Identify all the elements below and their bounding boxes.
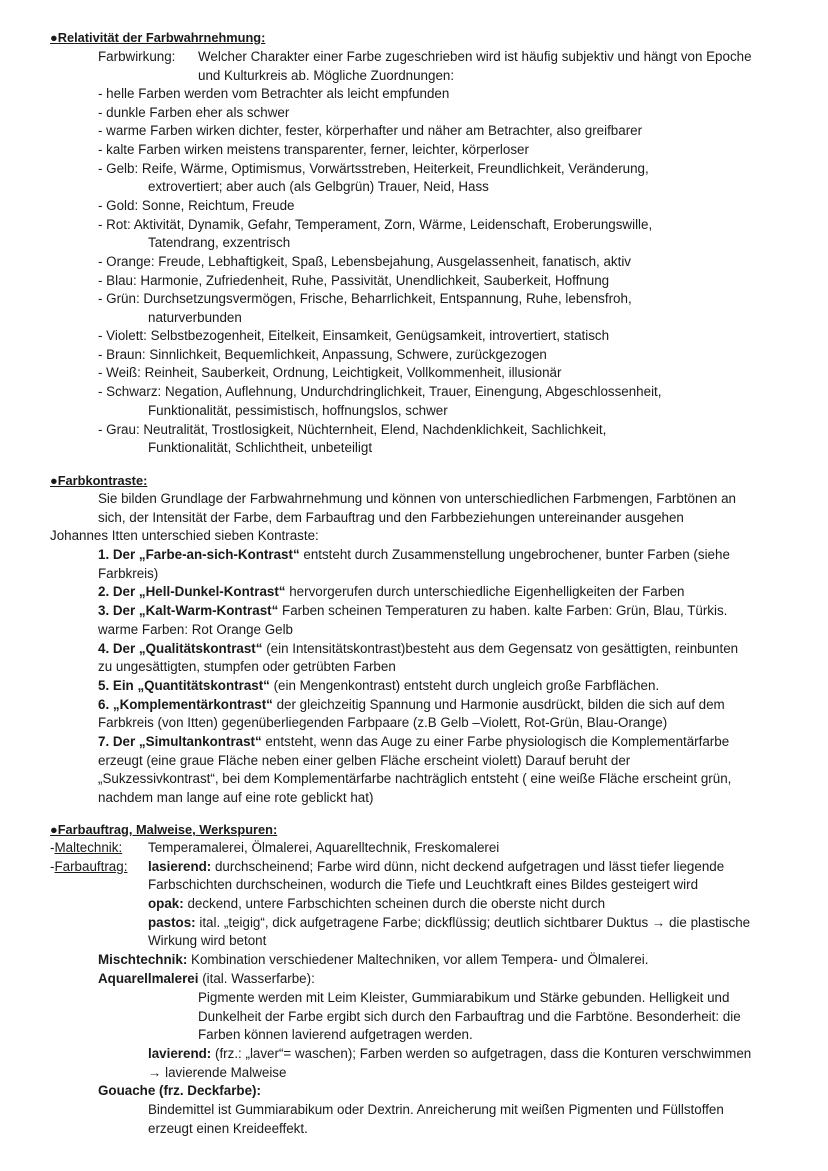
farbwirkung-text-cont: und Kulturkreis ab. Mögliche Zuordnungen: xyxy=(198,68,455,83)
mischtechnik-line: Mischtechnik: Kombination verschiedener Maltechniken, vor allem Tempera- und Ölmalerei. xyxy=(98,952,649,967)
section-heading-relativitaet: ●Relativität der Farbwahrnehmung: xyxy=(50,30,266,45)
list-item: - Schwarz: Negation, Auflehnung, Undurchdringlichkeit, Trauer, Einengung, Abgeschlossenheit, xyxy=(98,384,662,399)
aquarell-text: Pigmente werden mit Leim Kleister, Gummiarabikum und Stärke gebunden. Helligkeit und xyxy=(198,990,730,1005)
lasierend-line: lasierend: durchscheinend; Farbe wird dünn, nicht deckend aufgetragen und lässt tiefer liegende xyxy=(148,859,725,874)
list-item-cont: Funktionalität, Schlichtheit, unbeteiligt xyxy=(148,440,373,455)
kontrast-item: 4. Der „Qualitätskontrast“ (ein Intensitätskontrast)besteht aus dem Gegensatz von gesättigten, reinbunten xyxy=(98,641,739,656)
gouache-text: erzeugt einen Kreideeffekt. xyxy=(148,1121,308,1136)
gouache-text: Bindemittel ist Gummiarabikum oder Dextrin. Anreicherung mit weißen Pigmenten und Füllstoffen xyxy=(148,1102,724,1117)
kontraste-intro: Sie bilden Grundlage der Farbwahrnehmung und können von unterschiedlichen Farbmengen, Farbtönen an xyxy=(98,491,736,506)
farbwirkung-label: Farbwirkung: xyxy=(98,49,176,64)
kontrast-item: 7. Der „Simultankontrast“ entsteht, wenn das Auge zu einer Farbe physiologisch die Komplementärfarbe xyxy=(98,734,730,749)
list-item: - Gold: Sonne, Reichtum, Freude xyxy=(98,198,295,213)
list-item-cont: naturverbunden xyxy=(148,310,242,325)
list-item: - Braun: Sinnlichkeit, Bequemlichkeit, Anpassung, Schwere, zurückgezogen xyxy=(98,347,547,362)
kontrast-item: 1. Der „Farbe-an-sich-Kontrast“ entsteht durch Zusammenstellung ungebrochener, bunter Farben (siehe xyxy=(98,547,730,562)
farbauftrag-label: -Farbauftrag: xyxy=(50,859,128,874)
lavierend-cont: → lavierende Malweise xyxy=(148,1065,287,1080)
list-item: - Violett: Selbstbezogenheit, Eitelkeit, Einsamkeit, Genügsamkeit, introvertiert, statisch xyxy=(98,328,610,343)
kontrast-item: 5. Ein „Quantitätskontrast“ (ein Mengenkontrast) entsteht durch ungleich große Farbflächen. xyxy=(98,678,660,693)
maltechnik-text: Temperamalerei, Ölmalerei, Aquarelltechnik, Freskomalerei xyxy=(148,840,500,855)
list-item: - Blau: Harmonie, Zufriedenheit, Ruhe, Passivität, Unendlichkeit, Sauberkeit, Hoffnung xyxy=(98,273,610,288)
kontrast-item-cont: Farbkreis) xyxy=(98,566,159,581)
kontrast-item-cont: erzeugt (eine graue Fläche neben einer gelben Fläche erscheint violett) Darauf beruht der xyxy=(98,753,631,768)
list-item: - Grau: Neutralität, Trostlosigkeit, Nüchternheit, Elend, Nachdenklichkeit, Sachlichkeit, xyxy=(98,422,607,437)
list-item: - Rot: Aktivität, Dynamik, Gefahr, Temperament, Zorn, Wärme, Leidenschaft, Eroberungswille, xyxy=(98,217,653,232)
section-heading-farbkontraste: ●Farbkontraste: xyxy=(50,473,148,488)
kontrast-item: 2. Der „Hell-Dunkel-Kontrast“ hervorgerufen durch unterschiedliche Eigenhelligkeiten der Farben xyxy=(98,584,685,599)
kontrast-item-cont: zu ungesättigten, stumpfen oder getrübten Farben xyxy=(98,659,396,674)
aquarell-text: Farben können lavierend aufgetragen werden. xyxy=(198,1027,473,1042)
list-item-cont: extrovertiert; aber auch (als Gelbgrün) Trauer, Neid, Hass xyxy=(148,179,489,194)
list-item: - Grün: Durchsetzungsvermögen, Frische, Beharrlichkeit, Entspannung, Ruhe, lebensfroh, xyxy=(98,291,632,306)
farbwirkung-text: Welcher Charakter einer Farbe zugeschrieben wird ist häufig subjektiv und hängt von Epoche xyxy=(198,49,752,64)
lavierend-line: lavierend: (frz.: „laver“= waschen); Farben werden so aufgetragen, dass die Konturen verschwimmen xyxy=(148,1046,752,1061)
kontrast-item-cont: „Sukzessivkontrast“, bei dem Komplementärfarbe nachträglich entsteht ( eine weiße Fläche erscheint grün, xyxy=(98,771,732,786)
list-item: - kalte Farben wirken meistens transparenter, ferner, leichter, körperloser xyxy=(98,142,529,157)
pastos-cont: Wirkung wird betont xyxy=(148,933,267,948)
kontrast-item-cont: Farbkreis (von Itten) gegenüberliegenden Farbpaare (z.B Gelb –Violett, Rot-Grün, Blau-Orange) xyxy=(98,715,668,730)
pastos-line: pastos: ital. „teigig“, dick aufgetragene Farbe; dickflüssig; deutlich sichtbarer Duktus → die plastische xyxy=(148,915,751,930)
opak-line: opak: deckend, untere Farbschichten scheinen durch die oberste nicht durch xyxy=(148,896,606,911)
kontraste-intro-itten: Johannes Itten unterschied sieben Kontraste: xyxy=(50,528,319,543)
list-item: - warme Farben wirken dichter, fester, körperhafter und näher am Betrachter, also greifbarer xyxy=(98,123,643,138)
list-item: - helle Farben werden vom Betrachter als leicht empfunden xyxy=(98,86,450,101)
kontrast-item-cont: nachdem man lange auf eine rote geblickt hat) xyxy=(98,790,374,805)
aquarell-line: Aquarellmalerei (ital. Wasserfarbe): xyxy=(98,971,315,986)
list-item: - Weiß: Reinheit, Sauberkeit, Ordnung, Leichtigkeit, Vollkommenheit, illusionär xyxy=(98,365,562,380)
kontrast-item-cont: warme Farben: Rot Orange Gelb xyxy=(98,622,293,637)
maltechnik-label: -Maltechnik: xyxy=(50,840,123,855)
section-heading-farbauftrag: ●Farbauftrag, Malweise, Werkspuren: xyxy=(50,822,278,837)
kontrast-item: 3. Der „Kalt-Warm-Kontrast“ Farben scheinen Temperaturen zu haben. kalte Farben: Grün, Blau, Türkis. xyxy=(98,603,728,618)
list-item: - dunkle Farben eher als schwer xyxy=(98,105,290,120)
list-item: - Gelb: Reife, Wärme, Optimismus, Vorwärtsstreben, Heiterkeit, Freundlichkeit, Veränderung, xyxy=(98,161,649,176)
list-item-cont: Tatendrang, exzentrisch xyxy=(148,235,291,250)
lasierend-cont: Farbschichten durchscheinen, wodurch die Tiefe und Leuchtkraft eines Bildes gesteigert wird xyxy=(148,877,699,892)
aquarell-text: Dunkelheit der Farbe ergibt sich durch den Farbauftrag und die Farbtöne. Besonderheit: die xyxy=(198,1009,741,1024)
kontraste-intro-cont: sich, der Intensität der Farbe, dem Farbauftrag und den Farbbeziehungen untereinander ausgehen xyxy=(98,510,684,525)
gouache-heading: Gouache (frz. Deckfarbe): xyxy=(98,1083,261,1098)
kontrast-item: 6. „Komplementärkontrast“ der gleichzeitig Spannung und Harmonie ausdrückt, bilden die sich auf dem xyxy=(98,697,725,712)
list-item: - Orange: Freude, Lebhaftigkeit, Spaß, Lebensbejahung, Ausgelassenheit, fanatisch, aktiv xyxy=(98,254,631,269)
list-item-cont: Funktionalität, pessimistisch, hoffnungslos, schwer xyxy=(148,403,448,418)
